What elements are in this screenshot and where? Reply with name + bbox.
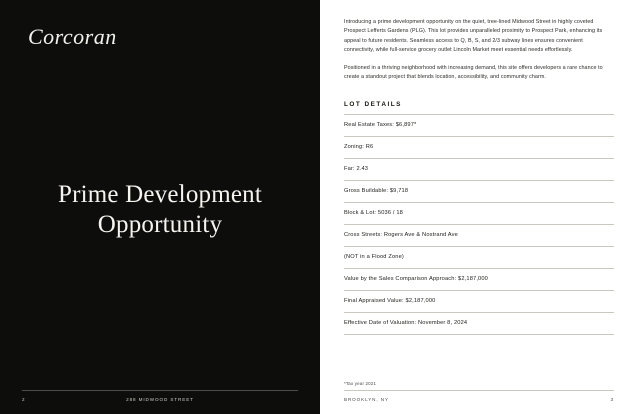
right-page-footer — [344, 390, 614, 402]
list-item: Zoning: R6 — [344, 136, 614, 158]
right-page — [320, 0, 640, 414]
lot-details-list — [344, 114, 614, 335]
list-item: Block & Lot: 5036 / 18 — [344, 202, 614, 224]
right-footer-location: BROOKLYN, NY — [344, 397, 389, 402]
list-item: Real Estate Taxes: $6,897* — [344, 114, 614, 136]
intro-paragraph-1: Introducing a prime development opportunity on the quiet, tree-lined Midwood Street in highly coveted Prospect Lefferts Gardens (PLG). This lot provides unparalleled proximity to Prospect Park, enhancing its appeal to future residents. Seamless access to Q, B, S, and 2/3 subway lines ensures convenient connectivity, while full-service grocery outlet Lincoln Market meet essential needs effortlessly. — [344, 19, 603, 54]
intro-paragraph-2: Positioned in a thriving neighborhood with increasing demand, this site offers developers a rare chance to create a standout project that blends location, accessibility, and community charm. — [344, 64, 603, 81]
corcoran-logo: Corcoran — [28, 24, 117, 49]
page-title-line-1: Prime Development — [57, 180, 263, 208]
list-item: Final Appraised Value: $2,187,000 — [344, 290, 614, 312]
list-item: Value by the Sales Comparison Approach: $2,187,000 — [344, 268, 614, 290]
list-item: Effective Date of Valuation: November 8, 2024 — [344, 312, 614, 335]
lot-details-heading: LOT DETAILS — [344, 100, 402, 108]
page-title-line-2: Opportunity — [97, 211, 223, 238]
right-page-number: 3 — [610, 397, 614, 402]
list-item: Cross Streets: Rogers Ave & Nostrand Ave — [344, 224, 614, 246]
left-footer-address: 288 MIDWOOD STREET — [126, 397, 194, 402]
tax-footnote: *Tax year 2021 — [344, 381, 377, 386]
list-item: Far: 2.43 — [344, 158, 614, 180]
intro-text — [344, 18, 614, 83]
left-page-number: 2 — [22, 397, 26, 402]
left-title-block — [22, 50, 298, 398]
left-page-footer — [22, 390, 298, 402]
list-item: (NOT in a Flood Zone) — [344, 246, 614, 268]
list-item: Gross Buildable: $9,718 — [344, 180, 614, 202]
page-title — [58, 180, 262, 241]
